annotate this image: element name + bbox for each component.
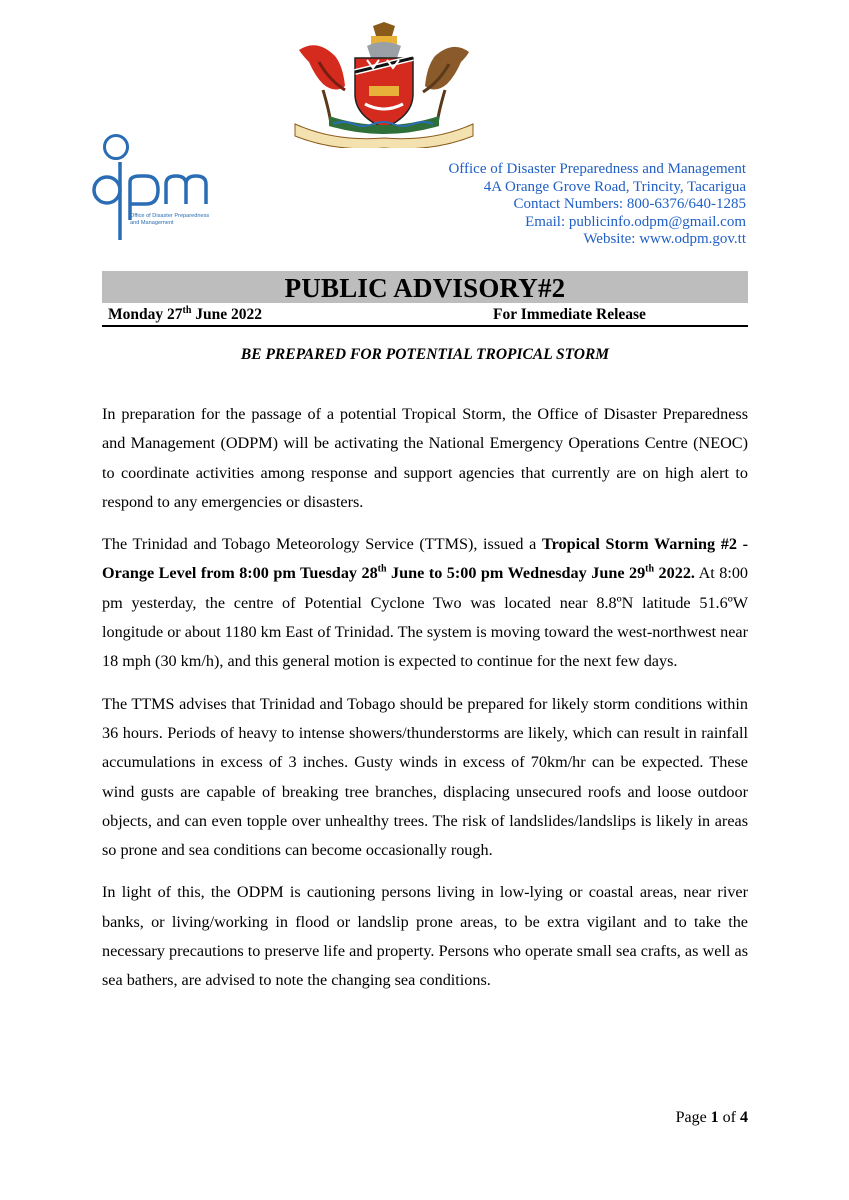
office-address: 4A Orange Grove Road, Trincity, Tacarigua [483,178,746,195]
advisory-title: PUBLIC ADVISORY#2 [102,271,748,303]
advisory-body [102,400,748,1009]
date-day: Monday 27 [108,306,183,323]
p2-details: At 8:00 pm yesterday, the centre of Potential Cyclone Two was located near 8.8ºN latitude 51.6ºW longitude or about 1180 km East of Trinidad. The system is moving toward the west-northwest near 18 mph (30 km/h), and this general motion is expected to continue for the next few days. [102,564,749,671]
paragraph-3: The TTMS advises that Trinidad and Tobago should be prepared for likely storm conditions within 36 hours. Periods of heavy to intense showers/thunderstorms are likely, which can result in rainfall accumulations in excess of 3 inches. Gusty winds in excess of 70km/hr can be expected. These wind gusts are capable of breaking tree branches, displacing unsecured roofs and loose outdoor objects, and can even topple over unhealthy trees. The risk of landslides/landslips is likely in areas so prone and sea conditions can become occasionally rough. [102,694,748,860]
coat-of-arms [289,20,479,148]
headline: BE PREPARED FOR POTENTIAL TROPICAL STORM [240,346,610,363]
release-note: For Immediate Release [493,306,646,323]
svg-text:and Management: and Management [130,220,174,226]
contact-email: Email: publicinfo.odpm@gmail.com [525,213,746,230]
office-name: Office of Disaster Preparedness and Management [448,161,746,177]
date-suffix: th [182,304,192,316]
contact-website: Website: www.odpm.gov.tt [583,231,746,247]
p2-intro: The Trinidad and Tobago Meteorology Service (TTMS), issued a [102,535,542,554]
coat-of-arms-icon [289,20,479,148]
page-number: Page 1 of 4 [675,1109,748,1126]
date-rest: June 2022 [191,306,263,323]
paragraph-1: In preparation for the passage of a potential Tropical Storm, the Office of Disaster Preparedness and Management (ODPM) will be activating the National Emergency Operations Centre (NEOC) to coordinate activities among response and support agencies that currently are on high alert to respond to any emergencies or disasters. [102,405,748,511]
paragraph-2 [102,530,748,676]
odpm-logo-icon [86,132,222,247]
contact-numbers: Contact Numbers: 800-6376/640-1285 [513,196,746,212]
contact-block [448,161,746,249]
advisory-date [108,306,262,324]
paragraph-4: In light of this, the ODPM is cautioning persons living in low-lying or coastal areas, near river banks, or living/working in flood or landslip prone areas, to be extra vigilant and to take the necessary precautions to preserve life and property. Persons who operate small sea crafts, as well as sea bathers, are advised to note the changing sea conditions. [102,883,748,990]
svg-text:Office of Disaster Preparednes: Office of Disaster Preparedness [130,213,210,219]
odpm-logo [86,132,222,247]
p2-warning: Tropical Storm Warning #2 - Orange Level from 8:00 pm Tuesday 28th June to 5:00 pm Wednesday June 29th 2022. [102,535,748,583]
dateline [102,304,748,327]
